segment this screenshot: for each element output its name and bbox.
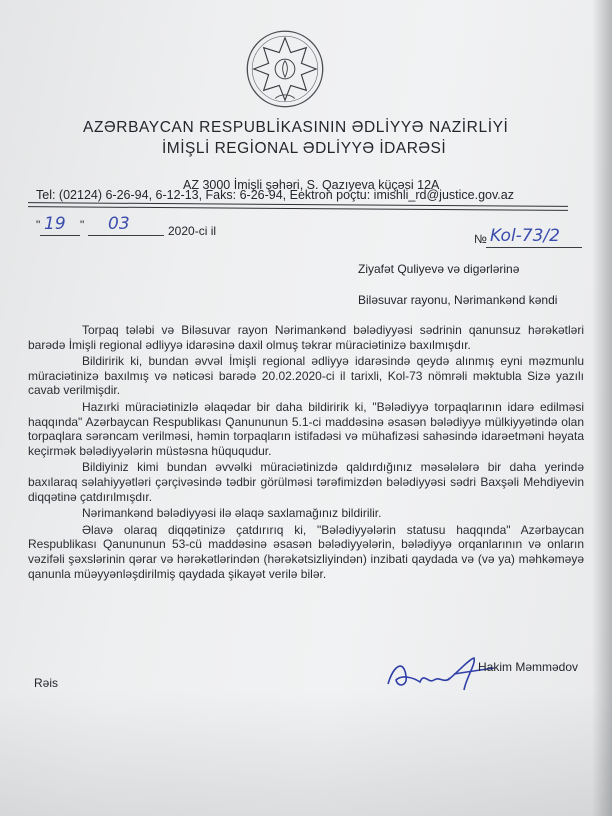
paragraph-1: Torpaq tələbi və Biləsuvar rayon Nərimankənd bələdiyyəsi sədrinin qanunsuz hərəkətləri barədə İmişli regional ədliyyə idarəsinə daxil olmuş təkrar müraciətinizə baxılmışdır. (28, 323, 584, 352)
signatory-name: Hakim Məmmədov (478, 660, 579, 674)
signatory-title: Rəis (34, 676, 59, 690)
recipient-location: Biləsuvar rayonu, Nərimankənd kəndi (358, 293, 558, 307)
paragraph-2: Bildiririk ki, bundan əvvəl İmişli regional ədliyyə idarəsində qeydə alınmış eyni məzmunlu müraciətinizə baxılmış və nəticəsi barədə 20.02.2020-ci il tarixli, Kol-73 nömrəli məktubla Sizə yazılı cavab verilmişdir. (28, 354, 584, 398)
reference-line (486, 247, 582, 248)
paragraph-3: Hazırki müraciətinizlə əlaqədar bir daha bildiririk ki, "Bələdiyyə torpaqlarının idarə edilməsi haqqında" Azərbaycan Respublikası Qanununun 5.1-ci maddəsinə əsasən bələdiyyə mülkiyyətində olan torpaqlara sərəncam verilməsi, həmin torpaqların istifadəsi və mühafizəsi sahəsində idarəetməni həyata keçirmək bələdiyyələrin müstəsna hüququdur. (28, 399, 584, 458)
contact-line: Tel: (02124) 6-26-94, 6-12-13, Faks: 6-26-94, Eektron poçtu: imishli_rd@justice.gov.az (36, 188, 514, 202)
office-heading: İMİŞLİ REGİONAL ƏDLİYYƏ İDARƏSİ (162, 140, 447, 157)
letter-body (28, 323, 584, 583)
header-divider-secondary (28, 206, 568, 211)
paper-shadow-bottom (0, 690, 612, 816)
date-open-quote: " (36, 218, 41, 232)
paper-shadow-right (592, 0, 612, 816)
paragraph-6: Əlavə olaraq diqqətinizə çatdırırıq ki, "Bələdiyyələrin statusu haqqında" Azərbaycan Respublikası Qanununun 53-cü maddəsinə əsasən bələdiyyələrin, bələdiyyə orqanlarının və onların vəzifəli şəxslərinin qərar və hərəkətlərindən (hərəkətsizliyindən) inzibati qaydada və (və ya) məhkəməyə qanunla müəyyənləşdirilmiş qaydada şikayət verilə bilər. (28, 522, 584, 581)
office-address: AZ 3000 İmişli şəhəri, S. Qazıyeva küçəsi 12A (183, 178, 440, 192)
date-year: 2020-ci il (168, 224, 217, 238)
paragraph-4: Bildiyiniz kimi bundan əvvəlki müraciətinizdə qaldırdığınız məsələlərə bir daha yerində baxılaraq səlahiyyətləri çərçivəsində tədbir görülməsi tərəfimizdən bələdiyyəsi sədri Baxşəli Mehdiyevin diqqətinə çatdırılmışdır. (28, 460, 584, 504)
paragraph-5: Nərimankənd bələdiyyəsi ilə əlaqə saxlamağınız bildirilir. (82, 506, 382, 521)
state-emblem-icon (244, 28, 326, 110)
date-day-line (40, 235, 80, 236)
reference-prefix: № (474, 232, 487, 246)
ministry-heading: AZƏRBAYCAN RESPUBLİKASININ ƏDLİYYƏ NAZİRLİYİ (83, 119, 509, 136)
recipient-name: Ziyafət Quliyevə və digərlərinə (358, 262, 520, 276)
date-month-line (88, 235, 164, 236)
date-close-quote: " (80, 218, 85, 232)
date-day: 19 (44, 214, 66, 234)
reference-number: Kol-73/2 (490, 226, 560, 246)
date-month: 03 (108, 214, 130, 234)
